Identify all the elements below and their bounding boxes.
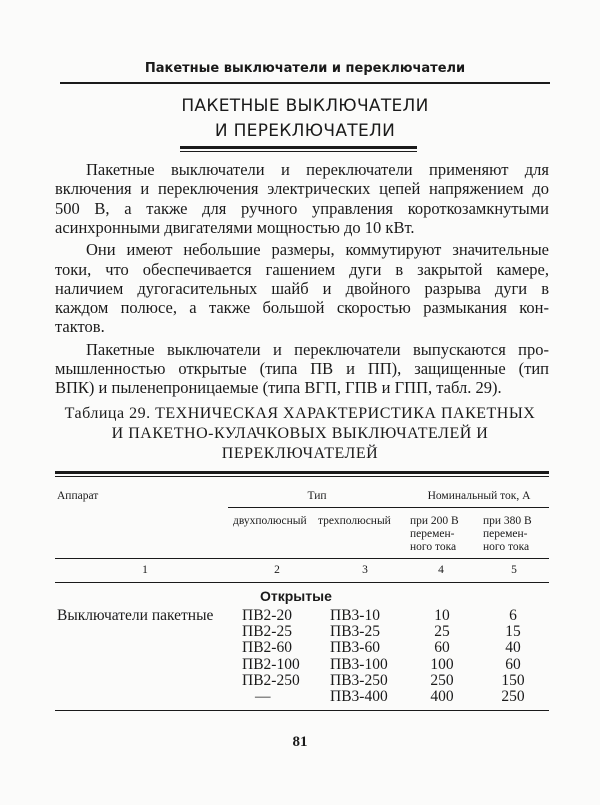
type-three-pole: ПВ3-100 bbox=[330, 655, 388, 673]
text-line: тактов. bbox=[55, 317, 105, 337]
type-three-pole: ПВ3-10 bbox=[330, 607, 380, 624]
header-380v: при 380 В перемен-ного тока bbox=[483, 515, 532, 553]
type-two-pole: ПВ2-60 bbox=[242, 639, 292, 657]
current-380v: 40 bbox=[505, 639, 521, 657]
type-two-pole: ПВ2-25 bbox=[242, 623, 292, 641]
caption-line: ПЕРЕКЛЮЧАТЕЛЕЙ bbox=[221, 445, 379, 462]
section-title-line-2: И ПЕРЕКЛЮЧАТЕЛИ bbox=[214, 121, 396, 141]
type-three-pole: ПВ3-25 bbox=[330, 623, 380, 641]
column-number: 1 bbox=[142, 564, 148, 576]
type-two-pole: ПВ2-100 bbox=[242, 655, 300, 673]
column-number: 5 bbox=[511, 564, 517, 576]
current-380v: 250 bbox=[501, 688, 525, 705]
current-200v: 250 bbox=[430, 671, 454, 689]
text-line: мышленностью открытые (типа ПВ и ПП), защищенные (тип bbox=[55, 359, 549, 378]
type-two-pole: ПВ2-20 bbox=[242, 607, 292, 624]
header-two-pole: двухполюсный bbox=[233, 515, 307, 527]
current-200v: 100 bbox=[430, 655, 454, 673]
type-two-pole: ПВ2-250 bbox=[242, 671, 300, 689]
text-line: включения и переключения электрических цепей напряжением до bbox=[55, 179, 549, 199]
header-three-pole: трехполюсный bbox=[318, 515, 391, 527]
current-200v: 400 bbox=[430, 688, 454, 705]
table-top-rule bbox=[55, 471, 549, 474]
text-line: Они имеют небольшие размеры, коммутируют значительные bbox=[86, 240, 549, 260]
current-380v: 6 bbox=[509, 607, 517, 624]
header-apparatus: Аппарат bbox=[57, 490, 99, 502]
type-three-pole: ПВ3-400 bbox=[330, 688, 388, 705]
caption-line: Таблица 29. ТЕХНИЧЕСКАЯ ХАРАКТЕРИСТИКА ПАКЕТНЫХ bbox=[64, 405, 536, 422]
text-line: Пакетные выключатели и переключатели применяют для bbox=[86, 160, 549, 179]
page-number: 81 bbox=[292, 734, 308, 750]
current-380v: 15 bbox=[505, 623, 521, 641]
header-bottom-rule bbox=[55, 558, 549, 559]
running-header: Пакетные выключатели и переключатели bbox=[144, 61, 466, 76]
type-three-pole: ПВ3-60 bbox=[330, 639, 380, 657]
header-rule bbox=[60, 82, 550, 84]
text-line: токи, что обеспечивается гашением дуги в закрытой камере, bbox=[55, 259, 549, 279]
column-number: 4 bbox=[438, 564, 444, 576]
text-line: каждом полюсе, а также большой скоростью размыкания кон- bbox=[55, 298, 549, 318]
header-200v: при 200 В перемен-ного тока bbox=[410, 515, 459, 553]
header-type: Тип bbox=[307, 490, 327, 502]
table-top-rule-thin bbox=[55, 476, 549, 477]
current-200v: 10 bbox=[434, 607, 450, 624]
text-line: ВПК) и пыленепроницаемые (типа ВГП, ГПВ и ГПП, табл. 29). bbox=[55, 378, 502, 398]
header-subrule bbox=[228, 507, 549, 508]
current-380v: 150 bbox=[501, 671, 525, 689]
header-current: Номинальный ток, А bbox=[427, 490, 531, 502]
section-open: Открытые bbox=[260, 588, 332, 604]
column-number: 2 bbox=[274, 564, 280, 576]
text-line: наличием дугогасительных шайб и двойного разрыва дуги в bbox=[55, 278, 549, 298]
text-line: 500 В, а также для ручного управления короткозамкнутыми bbox=[55, 198, 549, 218]
text-line: асинхронными двигателями мощностью до 10 кВт. bbox=[55, 217, 415, 237]
title-rule bbox=[180, 146, 417, 149]
numbers-rule bbox=[55, 582, 549, 583]
row-label: Выключатели пакетные bbox=[57, 607, 214, 624]
title-rule-thin bbox=[180, 151, 417, 152]
current-200v: 60 bbox=[434, 639, 450, 657]
section-title-line-1: ПАКЕТНЫЕ ВЫКЛЮЧАТЕЛИ bbox=[181, 96, 429, 116]
type-two-pole: — bbox=[255, 688, 271, 705]
current-200v: 25 bbox=[434, 623, 450, 641]
text-line: Пакетные выключатели и переключатели выпускаются про- bbox=[86, 339, 549, 359]
caption-line: И ПАКЕТНО-КУЛАЧКОВЫХ ВЫКЛЮЧАТЕЛЕЙ И bbox=[111, 425, 489, 442]
type-three-pole: ПВ3-250 bbox=[330, 671, 388, 689]
column-number: 3 bbox=[362, 564, 368, 576]
table-bottom-rule bbox=[55, 710, 549, 711]
current-380v: 60 bbox=[505, 655, 521, 673]
